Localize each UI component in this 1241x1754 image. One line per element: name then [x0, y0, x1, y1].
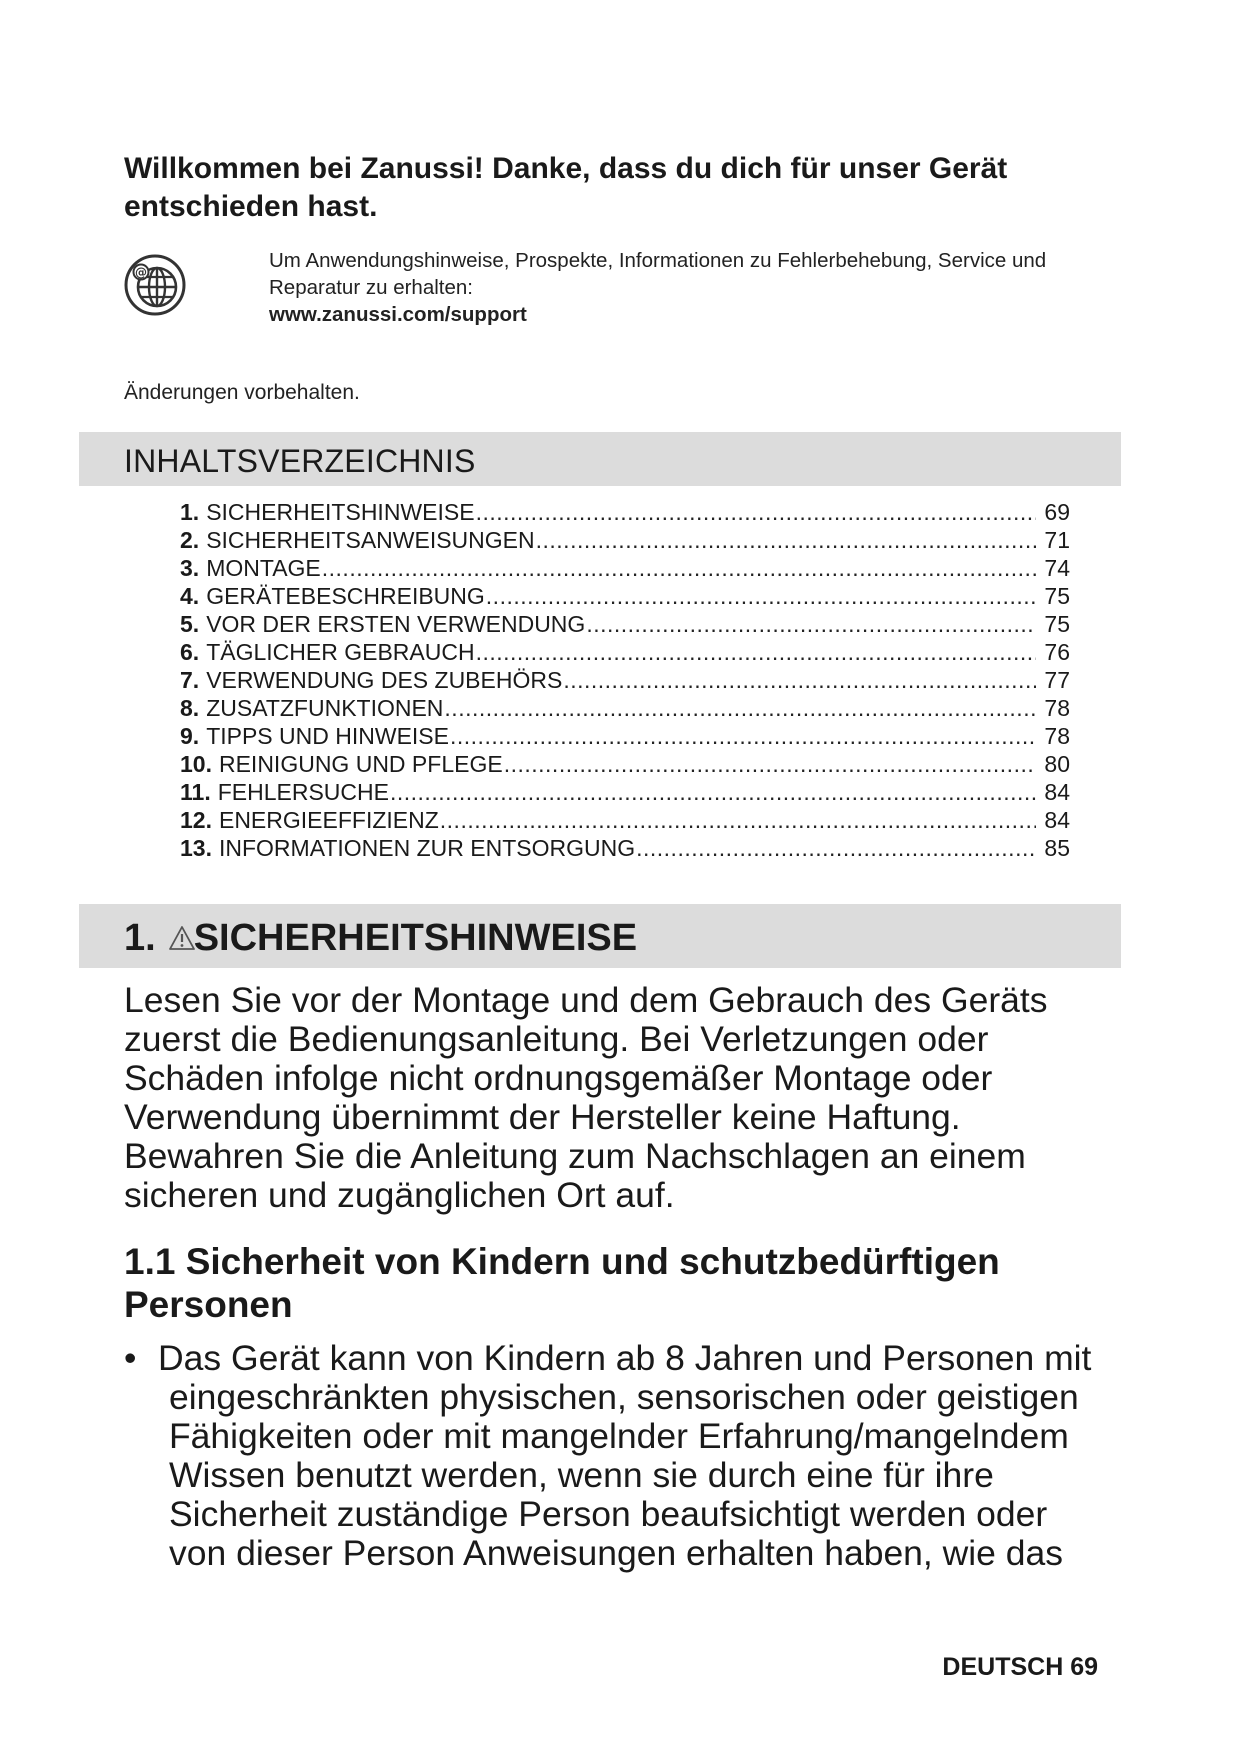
toc-entry-page: 69	[1044, 499, 1070, 525]
toc-entry-number: 13.	[180, 835, 212, 861]
toc-entry[interactable]	[180, 610, 1070, 638]
section-1-heading	[124, 915, 637, 961]
toc-entry-title: VOR DER ERSTEN VERWENDUNG	[206, 611, 586, 637]
globe-support-icon	[123, 253, 187, 317]
toc-dot-leader	[450, 722, 1036, 750]
section-1-number: 1.	[124, 917, 156, 959]
toc-entry[interactable]	[180, 554, 1070, 582]
support-link[interactable]: www.zanussi.com/support	[269, 303, 527, 326]
toc-entry[interactable]	[180, 582, 1070, 610]
toc-dot-leader	[563, 666, 1036, 694]
toc-heading: INHALTSVERZEICHNIS	[124, 443, 476, 479]
toc-entry-number: 1.	[180, 499, 200, 525]
toc-entry-number: 10.	[180, 751, 212, 777]
toc-entry-page: 75	[1044, 583, 1070, 609]
page-footer: DEUTSCH 69	[942, 1653, 1098, 1681]
bullet-mark: •	[124, 1338, 137, 1378]
toc-entry-number: 12.	[180, 807, 212, 833]
toc-entry[interactable]	[180, 834, 1070, 862]
toc-entry-page: 78	[1044, 695, 1070, 721]
toc-dot-leader	[322, 554, 1036, 582]
toc-entry-title: VERWENDUNG DES ZUBEHÖRS	[206, 667, 563, 693]
toc-dot-leader	[440, 806, 1036, 834]
toc-entry-page: 74	[1044, 555, 1070, 581]
toc-entry[interactable]	[180, 638, 1070, 666]
toc-entry-number: 9.	[180, 723, 200, 749]
toc-entry-number: 3.	[180, 555, 200, 581]
warning-triangle-icon	[168, 924, 196, 952]
toc-entry-number: 5.	[180, 611, 200, 637]
toc-entry-title: ZUSATZFUNKTIONEN	[206, 695, 444, 721]
bullet-text: Das Gerät kann von Kindern ab 8 Jahren und Personen mit eingeschränkten physischen, sensorischen oder geistigen Fähigkeiten oder mit mangelnder Erfahrung/mangelndem Wissen benutzt werden, wenn sie durch eine für ihre Sicherheit zuständige Person beaufsichtigt werden oder von dieser Person Anweisungen erhalten haben, wie das	[158, 1338, 1092, 1573]
toc-dot-leader	[486, 582, 1036, 610]
toc-entry-page: 71	[1044, 527, 1070, 553]
toc-entry-title: GERÄTEBESCHREIBUNG	[206, 583, 485, 609]
toc-entry-title: FEHLERSUCHE	[217, 779, 389, 805]
toc-entry[interactable]	[180, 806, 1070, 834]
toc-dot-leader	[444, 694, 1036, 722]
section-1-title: SICHERHEITSHINWEISE	[193, 917, 638, 959]
toc-dot-leader	[476, 498, 1036, 526]
welcome-heading: Willkommen bei Zanussi! Danke, dass du dich für unser Gerät entschieden hast.	[124, 152, 1008, 223]
toc-entry-number: 2.	[180, 527, 200, 553]
toc-entry-title: TIPPS UND HINWEISE	[206, 723, 449, 749]
toc-dot-leader	[476, 638, 1036, 666]
toc-entry-title: INFORMATIONEN ZUR ENTSORGUNG	[218, 835, 636, 861]
toc-entry-title: MONTAGE	[206, 555, 321, 581]
toc-entry[interactable]	[180, 722, 1070, 750]
toc-entry-page: 78	[1044, 723, 1070, 749]
toc-entry-page: 76	[1044, 639, 1070, 665]
support-info	[269, 247, 1129, 328]
toc-dot-leader	[586, 610, 1036, 638]
toc-entry-number: 6.	[180, 639, 200, 665]
support-description: Um Anwendungshinweise, Prospekte, Informationen zu Fehlerbehebung, Service und Reparatur zu erhalten:	[269, 249, 1047, 299]
toc-entry-page: 84	[1044, 807, 1070, 833]
toc-dot-leader	[536, 526, 1036, 554]
toc-entry[interactable]	[180, 750, 1070, 778]
toc-entry-number: 8.	[180, 695, 200, 721]
section-1-intro: Lesen Sie vor der Montage und dem Gebrauch des Geräts zuerst die Bedienungsanleitung. Bei Verletzungen oder Schäden infolge nicht ordnungsgemäßer Montage oder Verwendung übernimmt der Hersteller keine Haftung. Bewahren Sie die Anleitung zum Nachschlagen an einem sicheren und zugänglichen Ort auf.	[124, 980, 1048, 1215]
toc-entry-page: 85	[1044, 835, 1070, 861]
toc-entry-page: 80	[1044, 751, 1070, 777]
toc-entry-title: SICHERHEITSHINWEISE	[206, 499, 475, 525]
toc-dot-leader	[390, 778, 1036, 806]
toc-entry-page: 84	[1044, 779, 1070, 805]
toc-entry-title: SICHERHEITSANWEISUNGEN	[206, 527, 535, 553]
toc-entry-page: 77	[1044, 667, 1070, 693]
section-1-1-heading: 1.1 Sicherheit von Kindern und schutzbedürftigen Personen	[124, 1241, 1000, 1325]
toc-dot-leader	[636, 834, 1036, 862]
toc-entry[interactable]	[180, 778, 1070, 806]
toc-entry-number: 11.	[180, 779, 211, 805]
toc-entry[interactable]	[180, 694, 1070, 722]
toc-entry-number: 7.	[180, 667, 200, 693]
table-of-contents	[180, 498, 1070, 862]
toc-entry-title: ENERGIEEFFIZIENZ	[218, 807, 439, 833]
bullet-item	[124, 1339, 1114, 1573]
toc-entry-title: TÄGLICHER GEBRAUCH	[206, 639, 475, 665]
toc-entry[interactable]	[180, 666, 1070, 694]
toc-entry-number: 4.	[180, 583, 200, 609]
toc-entry-page: 75	[1044, 611, 1070, 637]
toc-entry-title: REINIGUNG UND PFLEGE	[218, 751, 503, 777]
toc-dot-leader	[504, 750, 1036, 778]
toc-entry[interactable]	[180, 498, 1070, 526]
changes-notice: Änderungen vorbehalten.	[124, 381, 360, 404]
svg-text:@: @	[135, 265, 147, 280]
toc-entry[interactable]	[180, 526, 1070, 554]
